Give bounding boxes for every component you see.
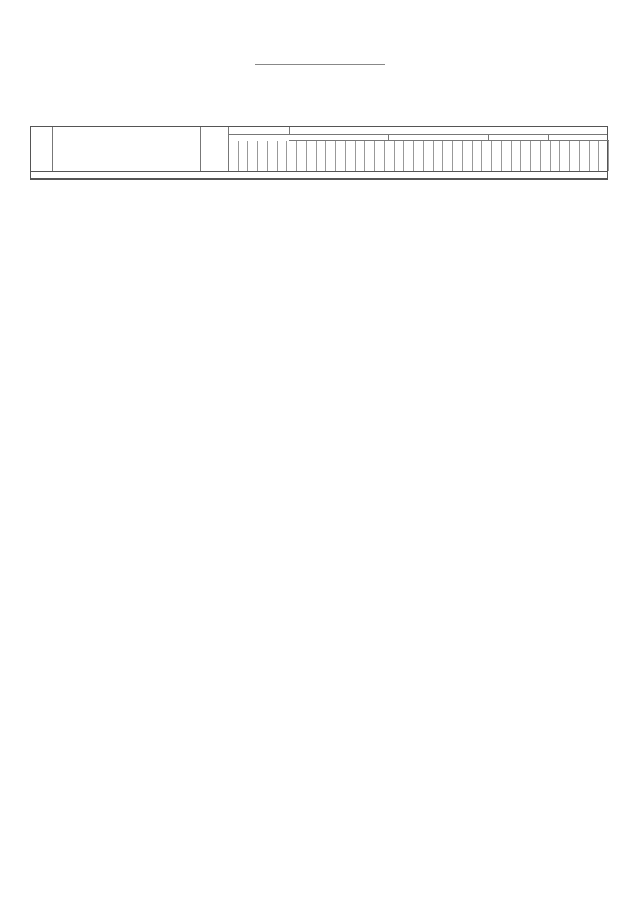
header-subcolumn — [434, 141, 444, 171]
header-subcolumn — [248, 141, 258, 171]
header-subcolumn — [385, 141, 395, 171]
header-name — [53, 127, 201, 171]
header-subcolumn — [375, 141, 385, 171]
header-subcolumn — [443, 141, 453, 171]
header-subcolumn — [531, 141, 541, 171]
header-subcolumn — [414, 141, 424, 171]
document-title-block — [0, 64, 640, 65]
header-subcolumn — [473, 141, 483, 171]
header-subcolumn — [239, 141, 249, 171]
header-subcolumn — [502, 141, 512, 171]
header-subcolumn — [297, 141, 307, 171]
header-fin — [229, 127, 290, 135]
investment-program-table — [30, 126, 608, 180]
header-subcolumn — [268, 141, 278, 171]
header-period-2 — [389, 134, 489, 141]
header-unit — [201, 127, 229, 171]
header-subcolumn — [551, 141, 561, 171]
header-subcolumn — [395, 141, 405, 171]
header-subcolumn — [326, 141, 336, 171]
header-subcolumn — [307, 141, 317, 171]
header-period-4 — [549, 134, 609, 141]
header-subcolumn — [521, 141, 531, 171]
header-subcolumn — [229, 141, 239, 171]
header-subcolumn — [356, 141, 366, 171]
header-subcolumn — [590, 141, 600, 171]
header-subcolumn — [424, 141, 434, 171]
header-period-3 — [489, 134, 549, 141]
header-subcolumn — [365, 141, 375, 171]
header-subcolumn — [463, 141, 473, 171]
header-grid — [229, 127, 607, 171]
header-subcolumn — [570, 141, 580, 171]
header-subcolumn — [336, 141, 346, 171]
header-subcolumn — [512, 141, 522, 171]
header-subcolumn — [560, 141, 570, 171]
table-header — [31, 127, 607, 172]
header-subcolumn — [492, 141, 502, 171]
header-code — [31, 127, 53, 171]
header-subcolumn — [453, 141, 463, 171]
header-subcolumn — [599, 141, 609, 171]
header-subcolumn — [580, 141, 590, 171]
header-subcolumn — [287, 141, 297, 171]
header-subcolumn — [541, 141, 551, 171]
header-subcolumn — [482, 141, 492, 171]
header-subcolumn — [317, 141, 327, 171]
header-subcolumn — [404, 141, 414, 171]
column-number-row — [31, 172, 607, 179]
header-subcolumn — [346, 141, 356, 171]
header-subcolumn — [258, 141, 268, 171]
header-period-1 — [289, 134, 389, 141]
title-underline — [255, 64, 385, 65]
header-subcolumn — [278, 141, 288, 171]
